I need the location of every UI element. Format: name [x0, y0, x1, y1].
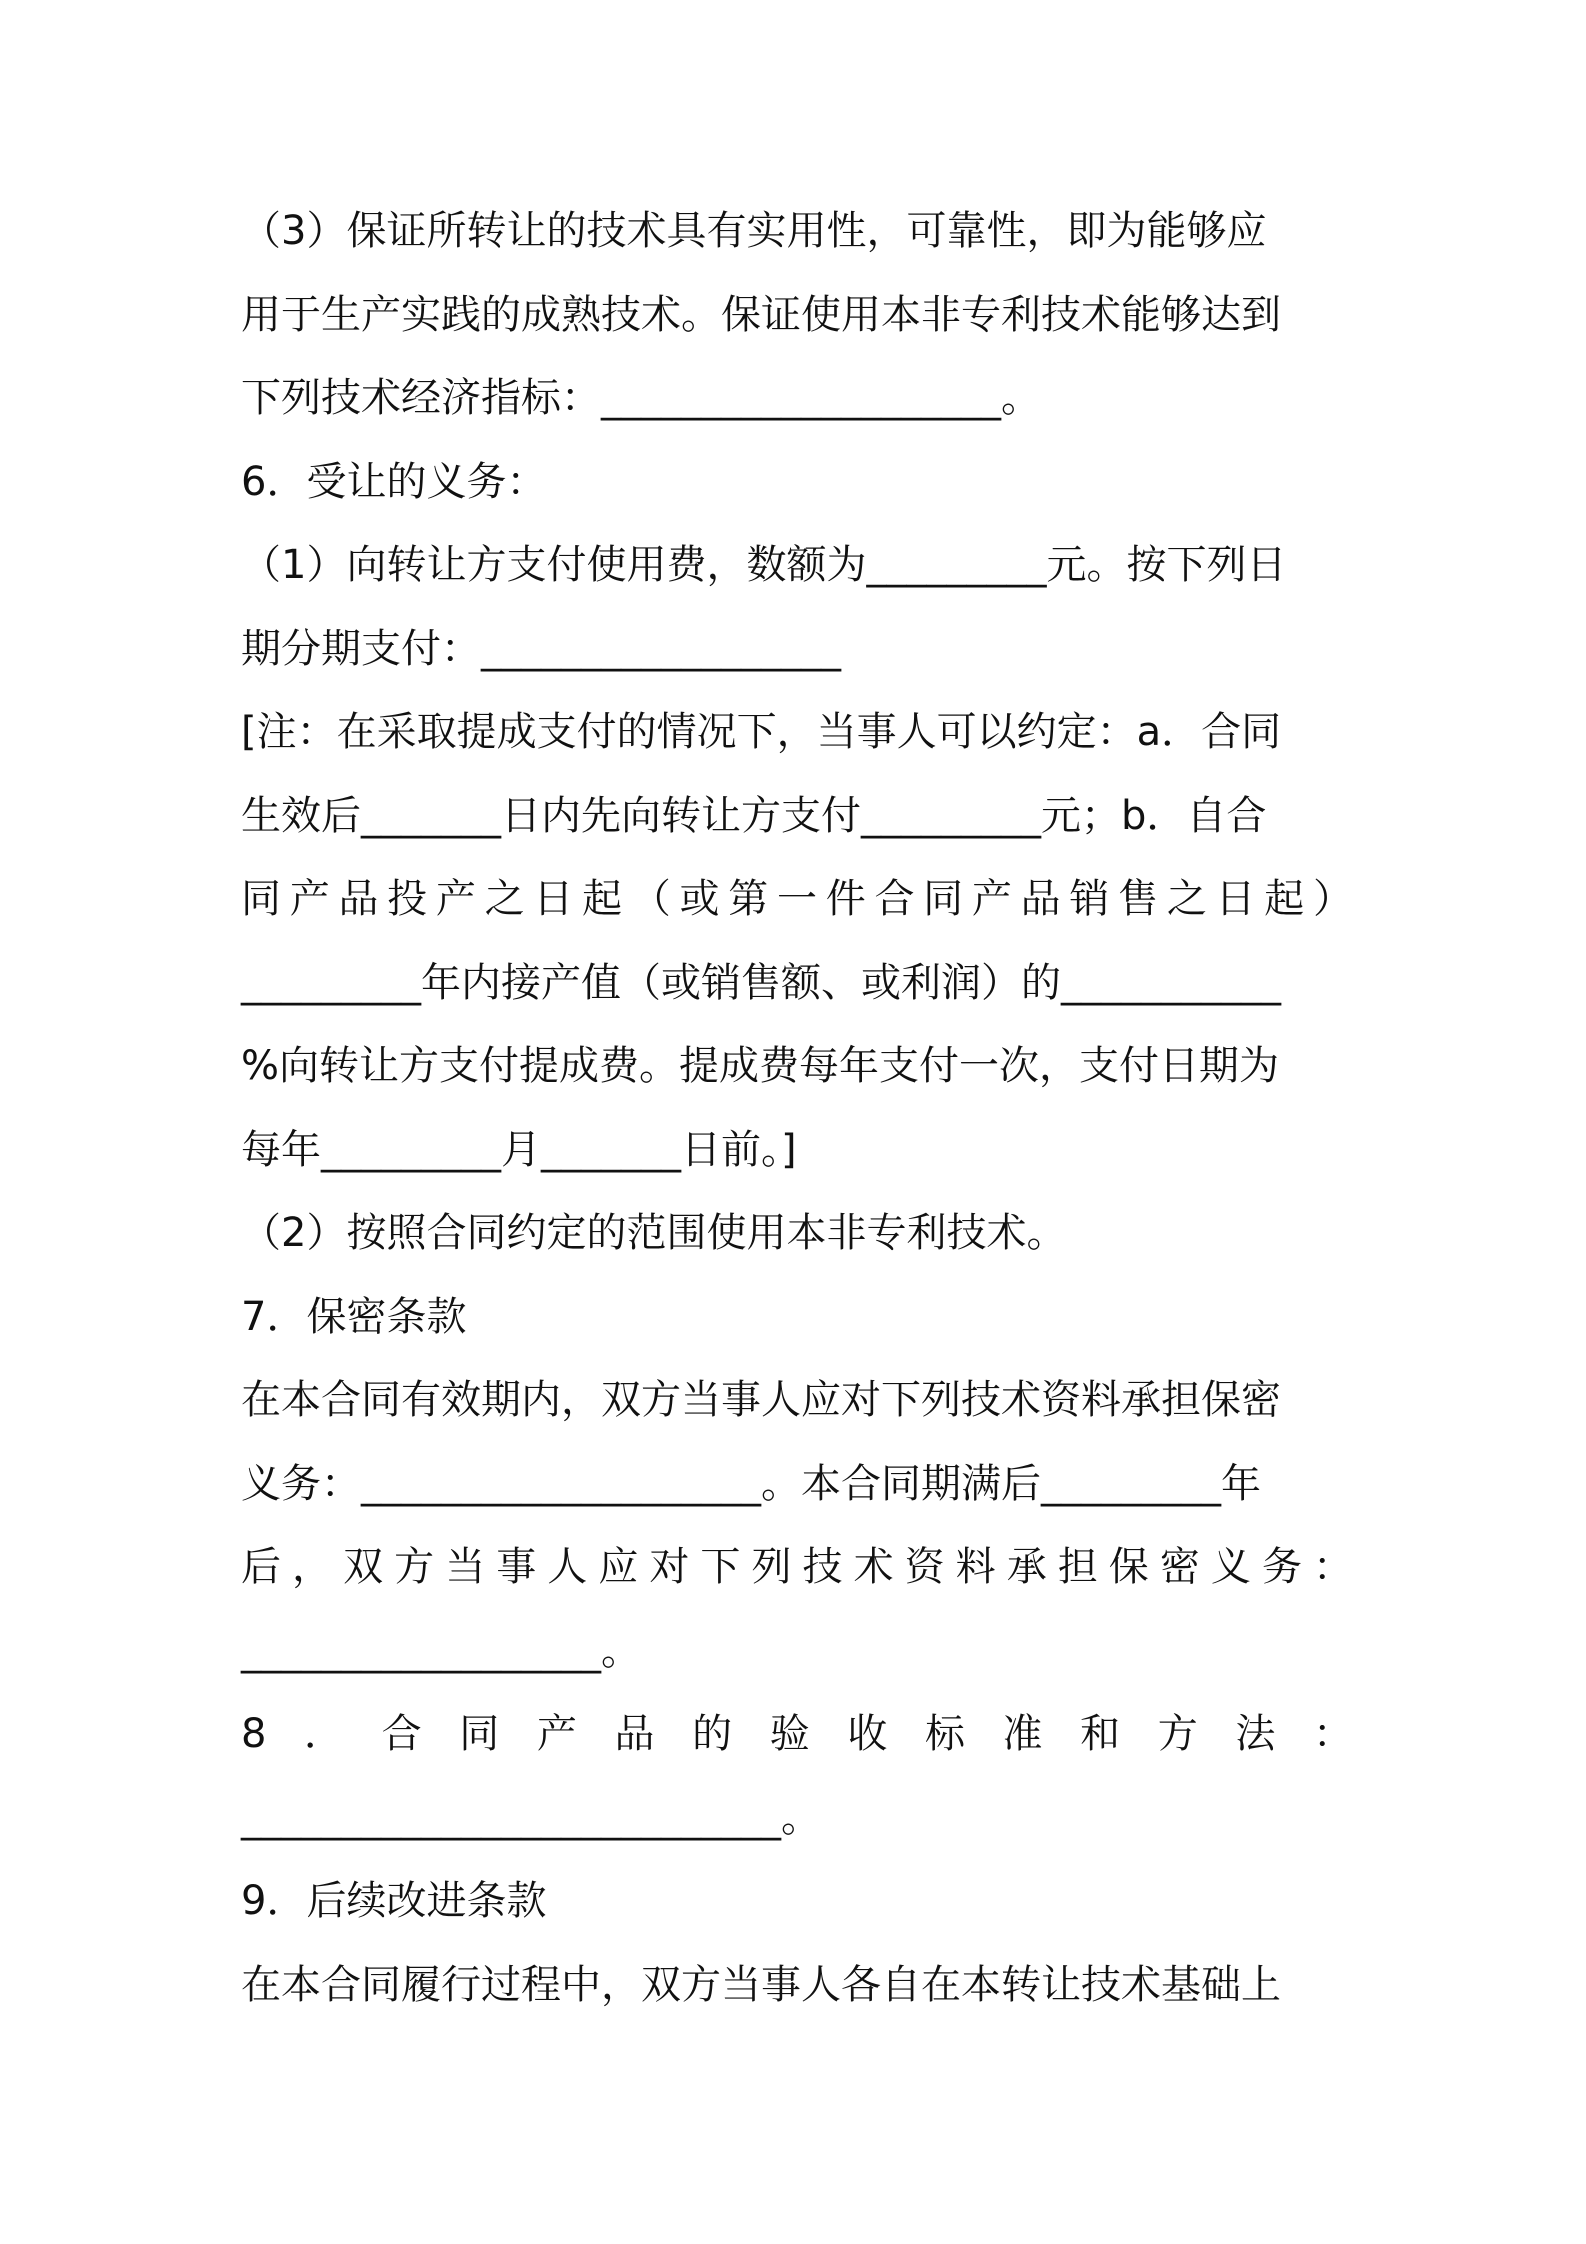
- paragraph-line: （1）向转让方支付使用费，数额为_________元。按下列日: [241, 542, 1287, 588]
- note-line: _________年内接产值（或销售额、或利润）的___________: [241, 959, 1281, 1006]
- section-heading-6: 6．受让的义务：: [241, 458, 547, 505]
- paragraph-line: （3）保证所转让的技术具有实用性，可靠性，即为能够应: [241, 208, 1267, 254]
- paragraph-line: 下列技术经济指标：____________________。: [241, 375, 1041, 421]
- paragraph-line: 义务：____________________。本合同期满后_________年: [241, 1460, 1261, 1507]
- paragraph-line: __________________。: [241, 1627, 641, 1674]
- note-line: [注：在采取提成支付的情况下，当事人可以约定：a．合同: [241, 709, 1282, 755]
- paragraph-line: 在本合同履行过程中，双方当事人各自在本转让技术基础上: [241, 1961, 1281, 2008]
- document-body: [241, 190, 1353, 2027]
- section-heading-7: 7．保密条款: [241, 1293, 467, 1340]
- section-heading-8: 8．合同产品的验收标准和方法：: [241, 1711, 1353, 1757]
- note-line: %向转让方支付提成费。提成费每年支付一次，支付日期为: [241, 1043, 1280, 1089]
- paragraph-line: （2）按照合同约定的范围使用本非专利技术。: [241, 1210, 1067, 1256]
- paragraph-line: 后，双方当事人应对下列技术资料承担保密义务：: [241, 1544, 1353, 1590]
- paragraph-line: ___________________________。: [241, 1794, 821, 1841]
- note-line: 生效后_______日内先向转让方支付_________元；b．自合: [241, 792, 1267, 839]
- note-line: 同产品投产之日起（或第一件合同产品销售之日起）: [241, 876, 1353, 922]
- paragraph-line: 用于生产实践的成熟技术。保证使用本非专利技术能够达到: [241, 291, 1281, 338]
- paragraph-line: 在本合同有效期内，双方当事人应对下列技术资料承担保密: [241, 1377, 1281, 1423]
- section-heading-9: 9．后续改进条款: [241, 1878, 547, 1924]
- paragraph-line: 期分期支付：__________________: [241, 625, 841, 672]
- note-line: 每年_________月_______日前。]: [241, 1126, 797, 1173]
